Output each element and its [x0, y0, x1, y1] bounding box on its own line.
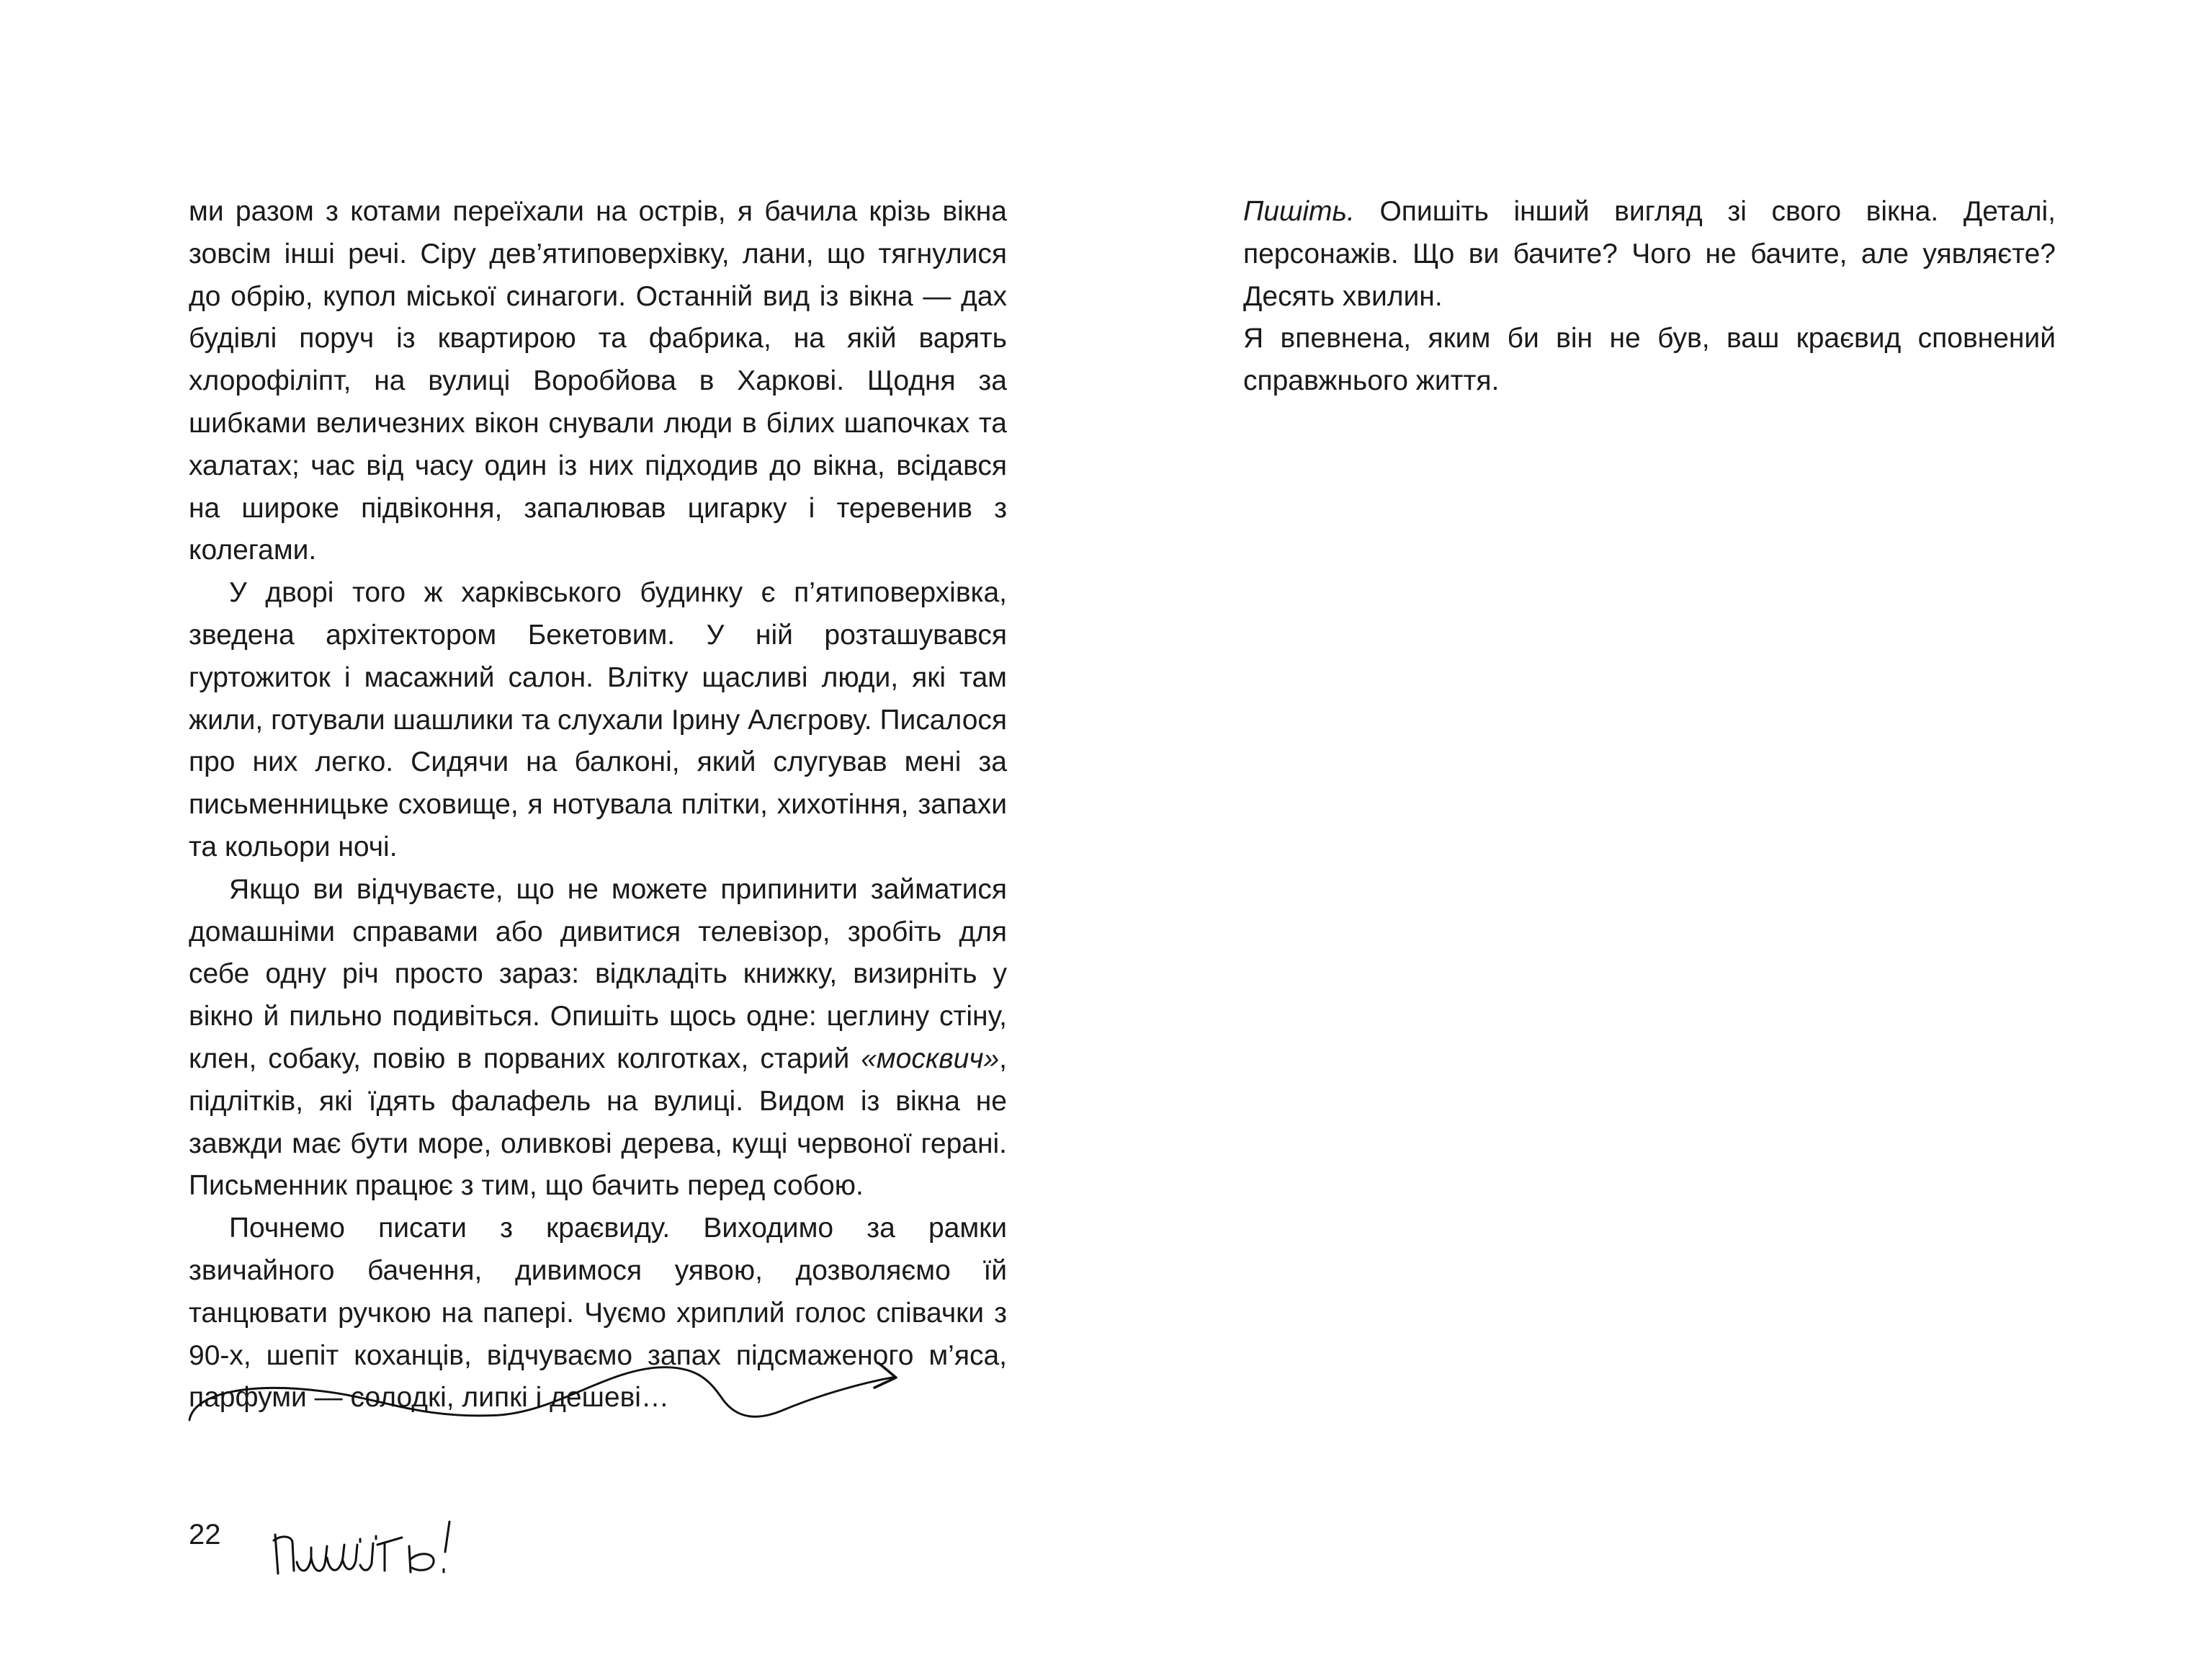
closing-remark: Я впевнена, яким би він не був, ваш краєвид сповнений справжнього життя. — [1243, 323, 2056, 397]
writing-prompt — [1243, 191, 2056, 318]
left-page-body — [189, 191, 1007, 1419]
paragraph-4: Почнемо писати з краєвиду. Виходимо за рамки звичайного бачення, дивимося уявою, дозволяємо їй танцювати ручкою на папері. Чуємо хриплий голос співачки з 90-х, шепіт коханців, відчуваємо запах підсмаженого м’яса, парфуми — солодкі, липкі і дешеві… — [189, 1213, 1007, 1414]
paragraph-3 — [189, 869, 1007, 1208]
handwritten-logo — [268, 1500, 549, 1579]
paragraph-3-italic-car: «москвич» — [861, 1043, 1000, 1074]
squiggle-arrow-icon — [186, 1353, 900, 1440]
paragraph-1: ми разом з котами переїхали на острів, я бачила крізь вікна зовсім інші речі. Сіру дев’ятиповерхівку, лани, що тягнулися до обрію, купол міської синагоги. Останній вид із вікна — дах будівлі поруч із квартирою та фабрика, на якій варять хлорофіліпт, на вулиці Воробйова в Харкові. Щодня за шибками величезних вікон снували люди в білих шапочках та халатах; час від часу один із них підходив до вікна, всідався на широке підвіконня, запалював цигарку і теревенив з колегами. — [189, 196, 1007, 566]
writing-prompt-label: Пишіть. — [1243, 196, 1355, 227]
right-page-body — [1243, 191, 2056, 403]
paragraph-2: У дворі того ж харківського будинку є п’ятиповерхівка, зведена архітектором Бекетовим. У ній розташувався гуртожиток і масажний салон. Влітку щасливі люди, які там жили, готували шашлики та слухали Ірину Алєгрову. Писалося про них легко. Сидячи на балконі, який слугував мені за письменницьке сховище, я нотувала плітки, хихотіння, запахи та кольори ночі. — [189, 577, 1007, 862]
paragraph-3-part-2: , підлітків, які їдять фалафель на вулиці. Видом із вікна не завжди має бути море, оливкові дерева, кущі червоної герані. Письменник працює з тим, що бачить перед собою. — [189, 1043, 1007, 1202]
writing-prompt-text: Опишіть інший вигляд зі свого вікна. Деталі, персонажів. Що ви бачите? Чого не бачите, але уявляєте? Десять хвилин. — [1243, 196, 2056, 312]
page-number: 22 — [189, 1519, 221, 1550]
paragraph-3-part-1: Якщо ви відчуваєте, що не можете припинити займатися домашніми справами або дивитися телевізор, зробіть для себе одну річ просто зараз: відкладіть книжку, визирніть у вікно й пильно подивіться. Опишіть щось одне: цеглину стіну, клен, собаку, повію в порваних колготках, старий — [189, 873, 1007, 1074]
